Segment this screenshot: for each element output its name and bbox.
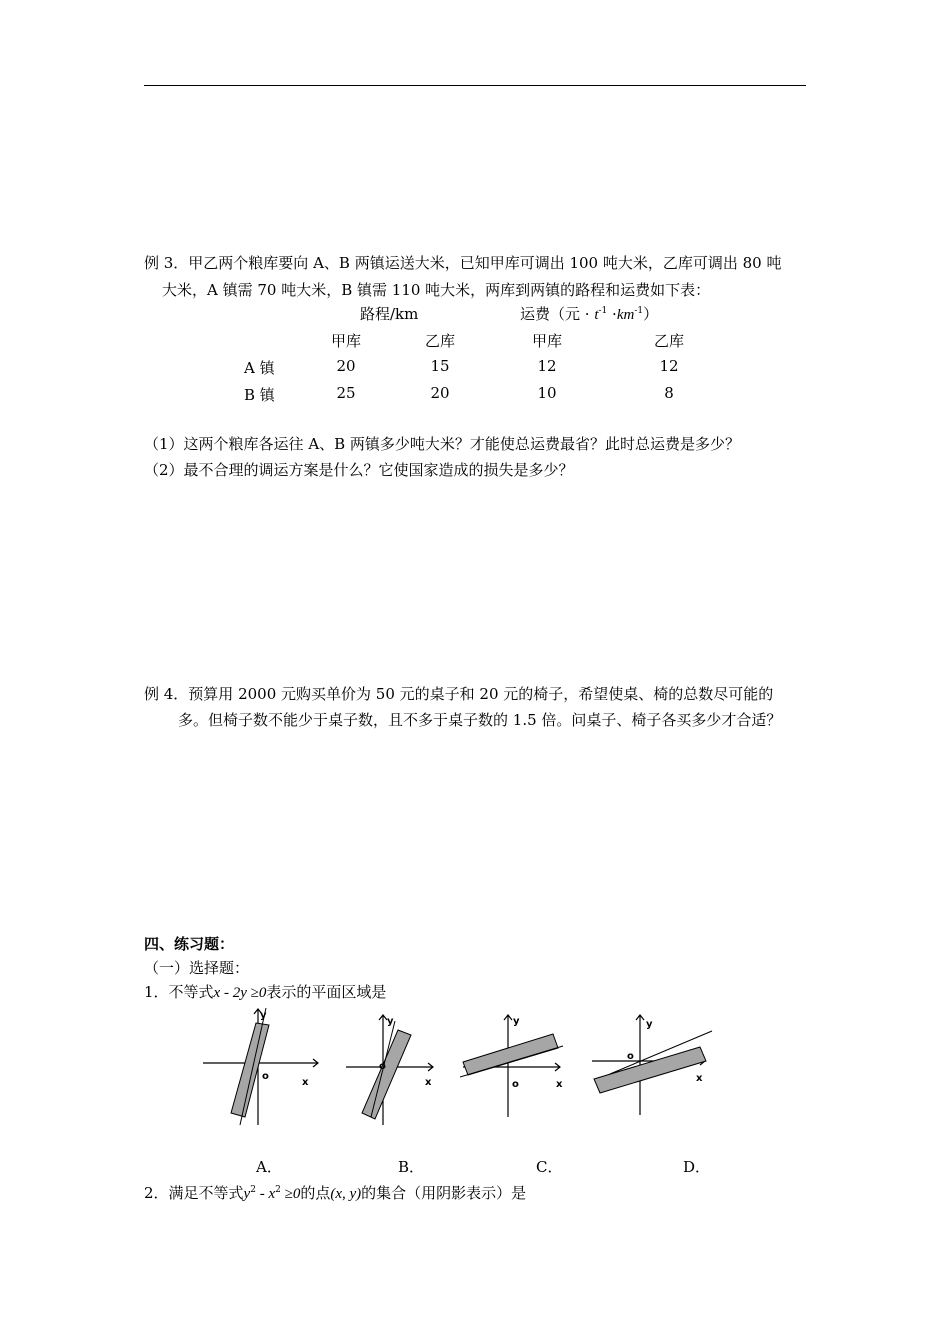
graph-option-d — [590, 1005, 720, 1130]
subheader-yi-cost: 乙库 — [653, 332, 684, 350]
ex4-line1: 例 4．预算用 2000 元购买单价为 50 元的桌子和 20 元的椅子，希望使桌、椅的总数尽可能的 — [144, 685, 774, 703]
subheader-jia-cost: 甲库 — [531, 332, 562, 350]
choice-b: B． — [398, 1158, 425, 1176]
x-label: x — [696, 1073, 703, 1084]
graph-option-c — [460, 1005, 570, 1130]
y-label: y — [513, 1016, 520, 1027]
shaded-region — [594, 1047, 706, 1093]
practice-question-2: 2．满足不等式$y^2 - x^2 \ge 0$的点(x, y)的集合（用阴影表示）是 — [144, 1184, 527, 1202]
y-label: y — [260, 1010, 267, 1021]
shaded-region — [231, 1023, 269, 1117]
choice-a: A． — [256, 1158, 282, 1176]
cell-a-2: 15 — [430, 357, 450, 375]
header-cost: 运费（元 · $t^{-1} \cdot km^{-1}$） — [520, 305, 659, 323]
practice-subheading: （一）选择题： — [144, 959, 250, 977]
ex3-line1: 例 3．甲乙两个粮库要向 A、B 两镇运送大米，已知甲库可调出 100 吨大米，乙库可调出 80 吨 — [144, 254, 782, 272]
graph-option-a — [200, 1005, 325, 1130]
origin-label: o — [262, 1071, 269, 1082]
ex3-line2: 大米，A 镇需 70 吨大米，B 镇需 110 吨大米，两库到两镇的路程和运费如下表： — [162, 281, 711, 299]
origin-label: o — [627, 1051, 634, 1062]
cell-b-1: 25 — [336, 384, 356, 402]
cell-a-3: 12 — [537, 357, 557, 375]
x-label: x — [425, 1077, 432, 1088]
ex4-line2: 多。但椅子数不能少于桌子数，且不多于桌子数的 1.5 倍。问桌子、椅子各买多少才合适？ — [178, 711, 782, 729]
x-label: x — [302, 1077, 309, 1088]
cell-a-1: 20 — [336, 357, 356, 375]
shaded-region — [362, 1030, 411, 1119]
subheader-yi-distance: 乙库 — [424, 332, 455, 350]
cell-b-2: 20 — [430, 384, 450, 402]
ex3-question-1: （1）这两个粮库各运往 A、B 两镇多少吨大米？才能使总运费最省？此时总运费是多少？ — [144, 435, 740, 453]
row-label-b: B 镇 — [244, 386, 275, 404]
row-label-a: A 镇 — [244, 359, 275, 377]
practice-question-1: 1．不等式x - 2y ≥0表示的平面区域是 — [144, 983, 387, 1001]
y-label: y — [646, 1019, 653, 1030]
shaded-region — [463, 1034, 558, 1075]
origin-label: o — [512, 1079, 519, 1090]
ex3-question-2: （2）最不合理的调运方案是什么？它使国家造成的损失是多少？ — [144, 461, 574, 479]
cell-b-4: 8 — [664, 384, 674, 402]
cell-b-3: 10 — [537, 384, 557, 402]
x-label: x — [556, 1079, 563, 1090]
subheader-jia-distance: 甲库 — [330, 332, 361, 350]
header-rule — [144, 85, 806, 86]
practice-heading: 四、练习题： — [144, 935, 235, 953]
choice-d: D． — [683, 1158, 711, 1176]
origin-label: o — [379, 1061, 386, 1072]
header-distance: 路程/km — [360, 305, 419, 323]
y-label: y — [387, 1016, 394, 1027]
choice-c: C． — [536, 1158, 563, 1176]
cell-a-4: 12 — [659, 357, 679, 375]
graph-option-b — [343, 1005, 468, 1130]
